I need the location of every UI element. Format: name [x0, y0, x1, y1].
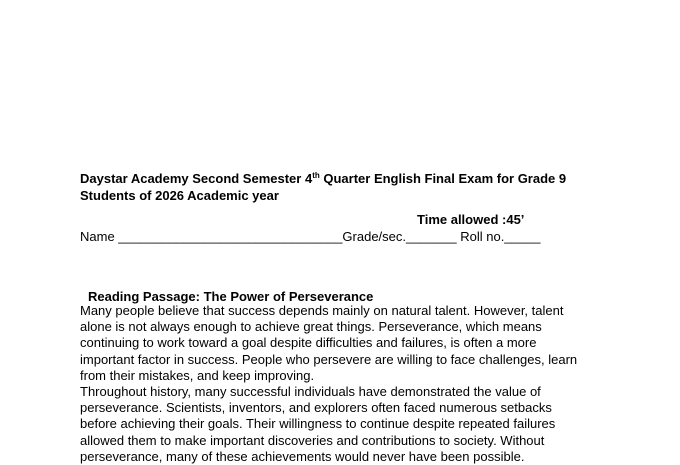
passage-line: perseverance, many of these achievements would never have been possible. — [80, 448, 525, 464]
passage-line: continuing to work toward a goal despite difficulties and failures, is often a more — [80, 335, 537, 351]
time-allowed: Time allowed :45’ — [417, 212, 525, 227]
passage-body — [80, 303, 680, 465]
exam-title — [80, 170, 620, 204]
passage-line: before achieving their goals. Their willingness to continue despite repeated failures — [80, 416, 556, 432]
exam-title-superscript: th — [312, 171, 320, 180]
passage-title: Reading Passage: The Power of Perseverance — [88, 289, 374, 304]
passage-line: alone is not always enough to achieve great things. Perseverance, which means — [80, 319, 542, 335]
passage-line: important factor in success. People who persevere are willing to face challenges, learn — [80, 351, 578, 367]
passage-line: allowed them to make important discoveries and contributions to society. Without — [80, 432, 545, 448]
exam-title-line-1-part-1: Daystar Academy Second Semester 4 — [80, 171, 313, 186]
exam-title-line-1-part-2: Quarter English Final Exam for Grade 9 — [319, 171, 567, 186]
passage-line: Throughout history, many successful individuals have demonstrated the value of — [80, 384, 541, 400]
student-info-line: Name _______________________________Grade/sec._______ Roll no._____ — [80, 229, 541, 244]
exam-title-line-2: Students of 2026 Academic year — [80, 188, 279, 203]
passage-line: from their mistakes, and keep improving. — [80, 367, 315, 383]
exam-title-line-1 — [80, 170, 620, 187]
passage-line: Many people believe that success depends mainly on natural talent. However, talent — [80, 303, 564, 318]
passage-line: perseverance. Scientists, inventors, and explorers often faced numerous setbacks — [80, 400, 552, 416]
